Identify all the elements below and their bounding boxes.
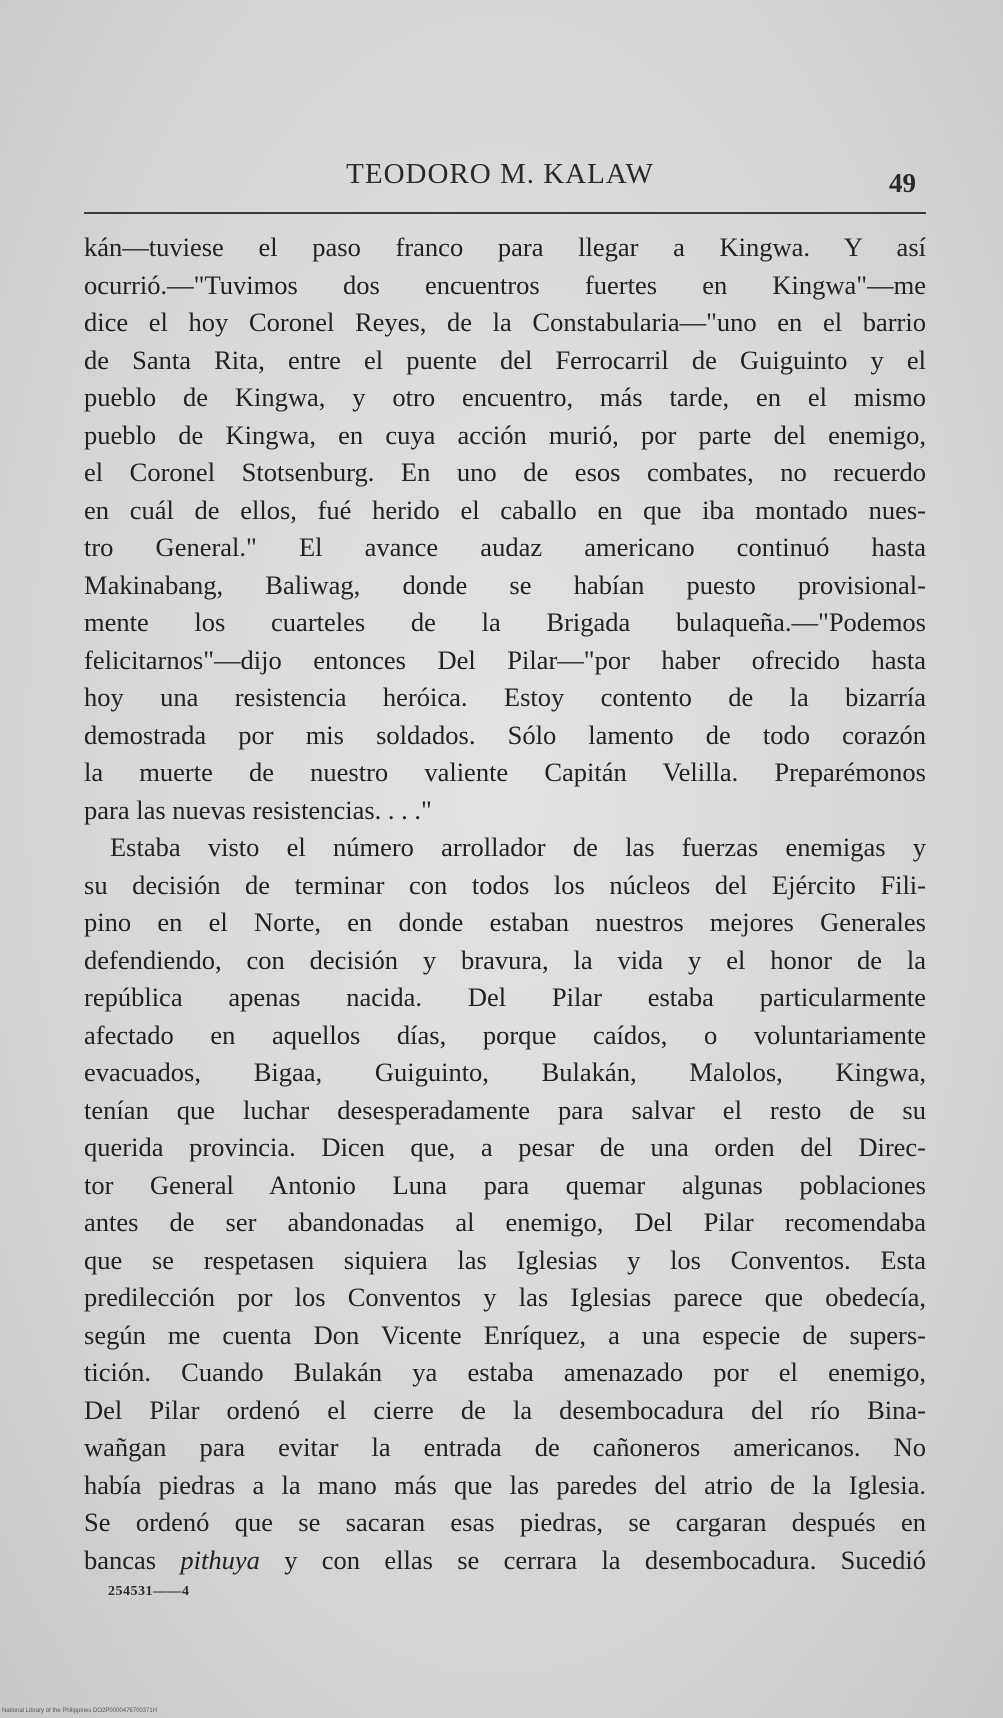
text-line: tición. Cuando Bulakán ya estaba amenazado por el enemigo, (84, 1357, 926, 1387)
text-line: tro General." El avance audaz americano continuó hasta (84, 532, 926, 562)
text-line: Estaba visto el número arrollador de las fuerzas enemigas y (110, 832, 926, 862)
text-line: dice el hoy Coronel Reyes, de la Constabularia—"uno en el barrio (84, 307, 926, 337)
text-line: mente los cuarteles de la Brigada bulaqueña.—"Podemos (84, 607, 926, 637)
text-line: defendiendo, con decisión y bravura, la vida y el honor de la (84, 944, 926, 975)
text-line: demostrada por mis soldados. Sólo lamento de todo corazón (84, 719, 926, 750)
text-line: en cuál de ellos, fué herido el caballo en que iba montado nues- (84, 494, 926, 525)
text-segment: bancas (84, 1544, 181, 1575)
text-line: evacuados, Bigaa, Guiguinto, Bulakán, Malolos, Kingwa, (84, 1057, 926, 1087)
text-line: que se respetasen siquiera las Iglesias y los Conventos. Esta (84, 1244, 926, 1275)
text-line: había piedras a la mano más que las paredes del atrio de la Iglesia. (84, 1469, 926, 1500)
text-line: wañgan para evitar la entrada de cañoneros americanos. No (84, 1432, 926, 1462)
text-line: según me cuenta Don Vicente Enríquez, a una especie de supers- (84, 1319, 926, 1350)
text-line: república apenas nacida. Del Pilar estaba particularmente (84, 982, 926, 1012)
text-line (84, 1542, 926, 1580)
text-line: hoy una resistencia heróica. Estoy contento de la bizarría (84, 682, 926, 712)
page-number: 49 (889, 168, 916, 198)
text-line: tor General Antonio Luna para quemar algunas poblaciones (84, 1169, 926, 1200)
text-line: antes de ser abandonadas al enemigo, Del Pilar recomendaba (84, 1207, 926, 1237)
text-line: pino en el Norte, en donde estaban nuestros mejores Generales (84, 907, 926, 937)
italic-word: pithuya (180, 1544, 260, 1575)
text-line: felicitarnos"—dijo entonces Del Pilar—"por haber ofrecido hasta (84, 644, 926, 675)
signature-mark: 254531——4 (108, 1584, 190, 1599)
text-line: Se ordenó que se sacaran esas piedras, se cargaran después en (84, 1507, 926, 1537)
text-line: su decisión de terminar con todos los núcleos del Ejército Fili- (84, 869, 926, 900)
text-line: ocurrió.—"Tuvimos dos encuentros fuertes en Kingwa"—me (84, 269, 926, 300)
text-line: querida provincia. Dicen que, a pesar de una orden del Direc- (84, 1132, 926, 1162)
text-line: la muerte de nuestro valiente Capitán Velilla. Preparémonos (84, 757, 926, 787)
text-line: predilección por los Conventos y las Iglesias parece que obedecía, (84, 1282, 926, 1312)
text-line: afectado en aquellos días, porque caídos, o voluntariamente (84, 1019, 926, 1050)
text-line: Makinabang, Baliwag, donde se habían puesto provisional- (84, 569, 926, 600)
text-line: pueblo de Kingwa, y otro encuentro, más tarde, en el mismo (84, 382, 926, 412)
text-line: tenían que luchar desesperadamente para salvar el resto de su (84, 1094, 926, 1125)
text-line: para las nuevas resistencias. . . ." (84, 794, 432, 825)
page-header (70, 158, 930, 198)
text-line: de Santa Rita, entre el puente del Ferrocarril de Guiguinto y el (84, 344, 926, 375)
text-segment: y con ellas se cerrara la desembocadura. Sucedió (259, 1544, 926, 1575)
text-line: pueblo de Kingwa, en cuya acción murió, por parte del enemigo, (84, 419, 926, 450)
digitization-footer: National Library of the Philippines DO2P0000476700371H (2, 1708, 158, 1714)
text-line: kán—tuviese el paso franco para llegar a Kingwa. Y así (84, 232, 926, 262)
header-rule (84, 212, 926, 214)
text-line: el Coronel Stotsenburg. En uno de esos combates, no recuerdo (84, 457, 926, 487)
text-line: Del Pilar ordenó el cierre de la desembocadura del río Bina- (84, 1394, 926, 1425)
body-text (84, 229, 926, 1579)
running-head: TEODORO M. KALAW (346, 158, 654, 190)
